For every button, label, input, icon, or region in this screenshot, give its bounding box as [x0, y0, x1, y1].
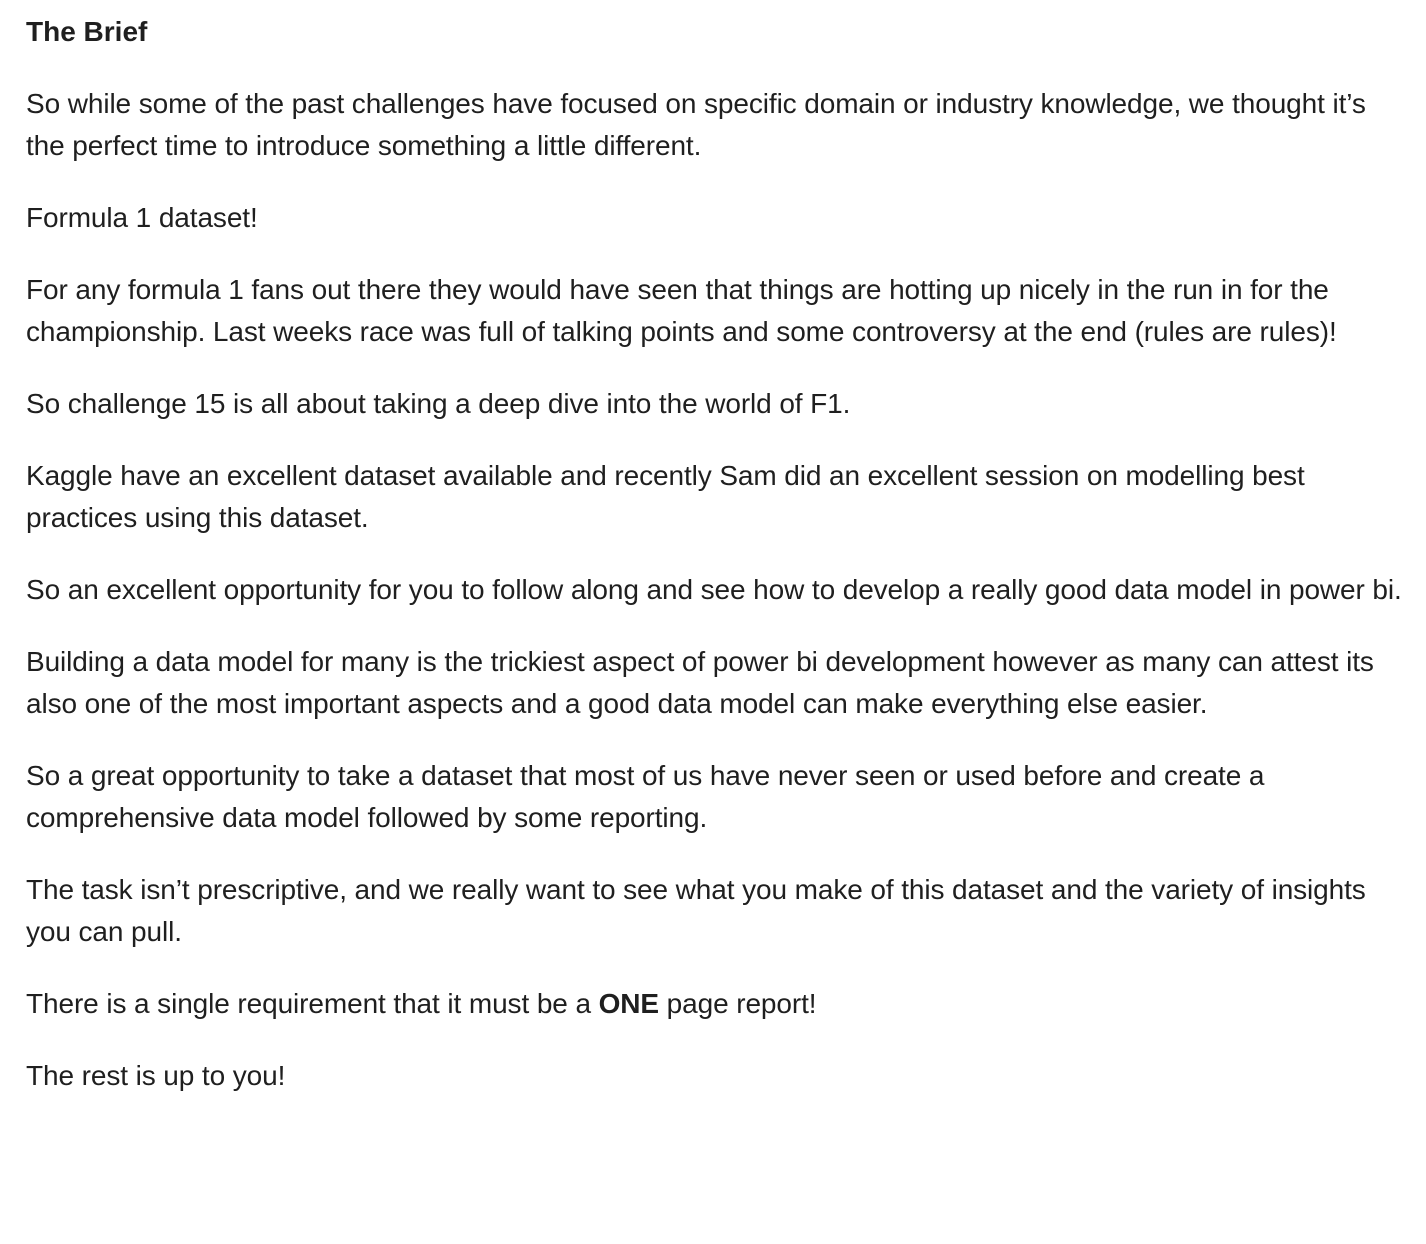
paragraph-fans: For any formula 1 fans out there they would have seen that things are hotting up nicely in the run in for the championship. Last weeks race was full of talking points and some controversy at the end (rules are rules)! [26, 274, 1337, 347]
paragraph-closing: The rest is up to you! [26, 1060, 286, 1091]
brief-document [26, 11, 1411, 1097]
brief-heading: The Brief [26, 16, 148, 47]
paragraph-data-model: Building a data model for many is the trickiest aspect of power bi development however as many can attest its also one of the most important aspects and a good data model can make everything else easier. [26, 646, 1374, 719]
paragraph-challenge: So challenge 15 is all about taking a deep dive into the world of F1. [26, 388, 851, 419]
requirement-text-before: There is a single requirement that it must be a [26, 988, 599, 1019]
paragraph-great-opportunity: So a great opportunity to take a dataset that most of us have never seen or used before and create a comprehensive data model followed by some reporting. [26, 760, 1265, 833]
paragraph-requirement [26, 983, 1411, 1025]
paragraph-opportunity: So an excellent opportunity for you to follow along and see how to develop a really good data model in power bi. [26, 574, 1402, 605]
paragraph-intro: So while some of the past challenges have focused on specific domain or industry knowledge, we thought it’s the perfect time to introduce something a little different. [26, 88, 1366, 161]
paragraph-task: The task isn’t prescriptive, and we really want to see what you make of this dataset and the variety of insights you can pull. [26, 874, 1366, 947]
paragraph-dataset: Formula 1 dataset! [26, 202, 258, 233]
paragraph-kaggle: Kaggle have an excellent dataset available and recently Sam did an excellent session on modelling best practices using this dataset. [26, 460, 1305, 533]
requirement-text-after: page report! [658, 988, 817, 1019]
requirement-emphasis: ONE [598, 988, 659, 1019]
